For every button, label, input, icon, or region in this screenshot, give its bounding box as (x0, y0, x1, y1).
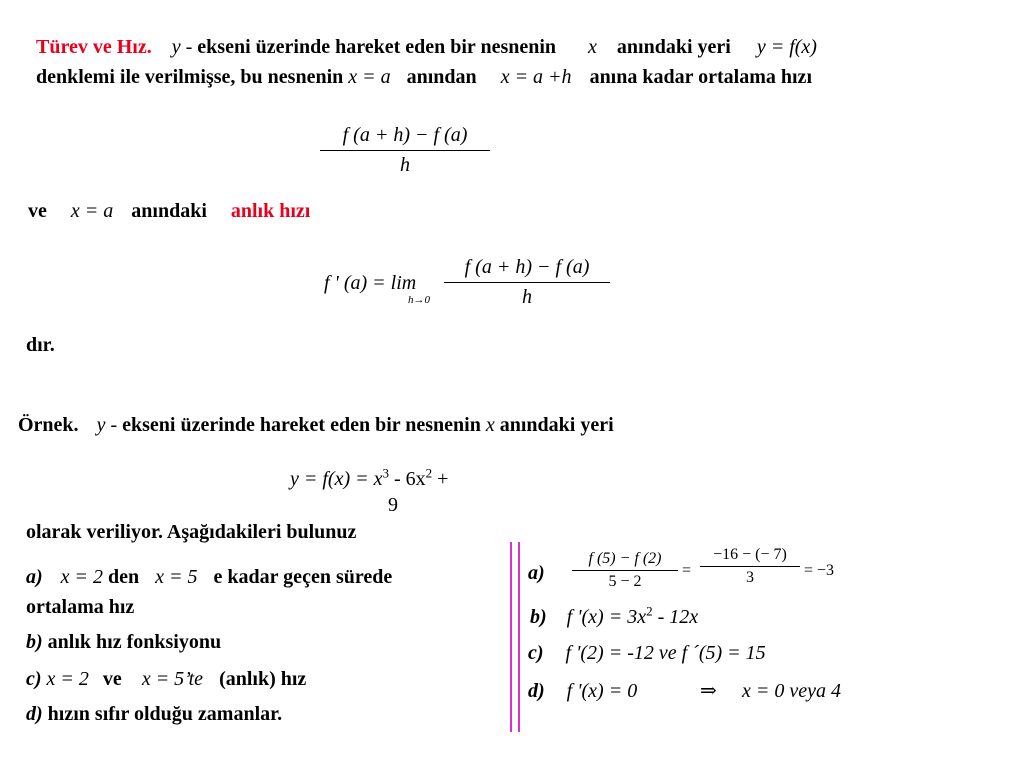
definition-line2-text: denklemi ile verilmişse, bu nesnenin (36, 66, 344, 88)
question-b-label: b) (26, 631, 43, 653)
function-notation: y = f(x) (756, 36, 817, 58)
question-c-label: c) (26, 668, 42, 690)
x-equals-a: x = a (70, 200, 114, 222)
var-y: y (171, 36, 181, 58)
x-equals-2: x = 2 (60, 566, 104, 588)
answer-a-num-1: f (5) − f (2) (588, 550, 662, 567)
example-line (18, 414, 614, 437)
exponent-3: 3 (382, 465, 389, 481)
x-equals-2: x = 2 (46, 668, 89, 690)
den-label: den (108, 566, 140, 588)
definition-heading: Türev ve Hız. (36, 36, 152, 58)
divider-line-right (518, 542, 520, 732)
exponent-2: 2 (425, 465, 433, 481)
implies-arrow: ⇒ (700, 680, 717, 702)
function-plus: + (432, 468, 449, 490)
exponent-2: 2 (646, 603, 653, 619)
answer-a-fraction-1 (572, 550, 678, 591)
deriv-denominator: h (522, 286, 532, 308)
derivative-fraction (444, 256, 610, 309)
instant-speed-line (28, 200, 310, 223)
x-equals-a-plus-h: x = a +h (500, 66, 572, 88)
example-function-line-2: 9 (388, 494, 398, 516)
limit-subscript (408, 294, 430, 306)
question-d-label: d) (26, 703, 43, 725)
definition-line-2 (36, 66, 812, 89)
var-x: x (588, 36, 597, 58)
answer-b-expr: f '(x) = 3x (566, 606, 647, 628)
average-speed-formula (320, 124, 490, 177)
question-a (26, 566, 392, 589)
derivative-lhs-text: f ' (a) = lim (324, 272, 417, 294)
answer-b-rest: - 12x (652, 606, 699, 628)
fraction-bar (444, 282, 610, 283)
x-equals-5: x = 5 (155, 566, 198, 588)
ve-label: ve (102, 668, 122, 690)
derivative-lhs (324, 272, 416, 295)
answer-d (528, 680, 637, 703)
answer-a-num-2: −16 − (− 7) (713, 546, 787, 563)
question-c-text: (anlık) hız (219, 668, 307, 690)
limit-subscript-text: h→0 (408, 294, 430, 306)
anindaki-label: anındaki (131, 200, 207, 222)
definition-text-2: anındaki yeri (616, 36, 731, 58)
question-a-line-2: ortalama hız (26, 596, 135, 618)
question-c (26, 668, 306, 691)
answer-a-fraction-2 (700, 546, 800, 587)
answer-c-label: c) (528, 642, 544, 664)
question-b-text: anlık hız fonksiyonu (47, 631, 222, 653)
question-b (26, 631, 221, 654)
dir-label: dır. (26, 334, 55, 356)
answer-b-label: b) (530, 606, 547, 628)
x-equals-5: x = 5’te (141, 668, 204, 690)
var-y: y (96, 414, 106, 436)
avg-numerator: f (a + h) − f (a) (342, 124, 468, 146)
answer-d-label: d) (528, 680, 545, 702)
definition-text: ekseni üzerinde hareket eden bir nesnenin (197, 36, 557, 58)
example-text-2: anındaki yeri (499, 414, 614, 436)
var-x: x (485, 414, 495, 436)
answer-a-den-1: 5 − 2 (608, 573, 642, 590)
question-d-text: hızın sıfır olduğu zamanlar. (47, 703, 283, 725)
answer-a-result: = −3 (804, 562, 835, 579)
fraction-bar (320, 150, 490, 151)
example-heading: Örnek. (18, 414, 79, 436)
question-a-label: a) (26, 566, 43, 588)
function-part-1: y = f(x) = x (290, 468, 383, 490)
question-a-text: e kadar geçen sürede (213, 566, 393, 588)
definition-line2-text2: anından (406, 66, 477, 88)
answer-d-result: x = 0 veya 4 (742, 680, 842, 702)
definition-line-1 (36, 36, 817, 59)
answer-a-label: a) (528, 562, 545, 584)
example-function (290, 465, 449, 491)
fraction-bar (700, 566, 800, 567)
function-part-2: - 6x (389, 468, 426, 490)
fraction-bar (572, 570, 678, 571)
anlik-hiz-label: anlık hızı (230, 200, 311, 222)
ve-label: ve (28, 200, 47, 222)
dash: - (185, 36, 193, 58)
divider-line-left (510, 542, 512, 732)
question-d (26, 703, 282, 726)
example-text: ekseni üzerinde hareket eden bir nesnenin (122, 414, 481, 436)
avg-denominator: h (400, 154, 410, 176)
example-given: olarak veriliyor. Aşağıdakileri bulunuz (26, 521, 357, 543)
definition-line2-text3: anına kadar ortalama hızı (589, 66, 812, 88)
x-equals-a: x = a (348, 66, 391, 88)
dash: - (110, 414, 118, 436)
answer-d-expr: f '(x) = 0 (566, 680, 638, 702)
answer-c (528, 642, 766, 665)
answer-c-expr: f '(2) = -12 ve f ´(5) = 15 (565, 642, 766, 664)
answer-a-den-2: 3 (746, 569, 754, 586)
answer-b (530, 603, 699, 629)
deriv-numerator: f (a + h) − f (a) (464, 256, 590, 278)
answer-a-equals: = (682, 562, 692, 579)
